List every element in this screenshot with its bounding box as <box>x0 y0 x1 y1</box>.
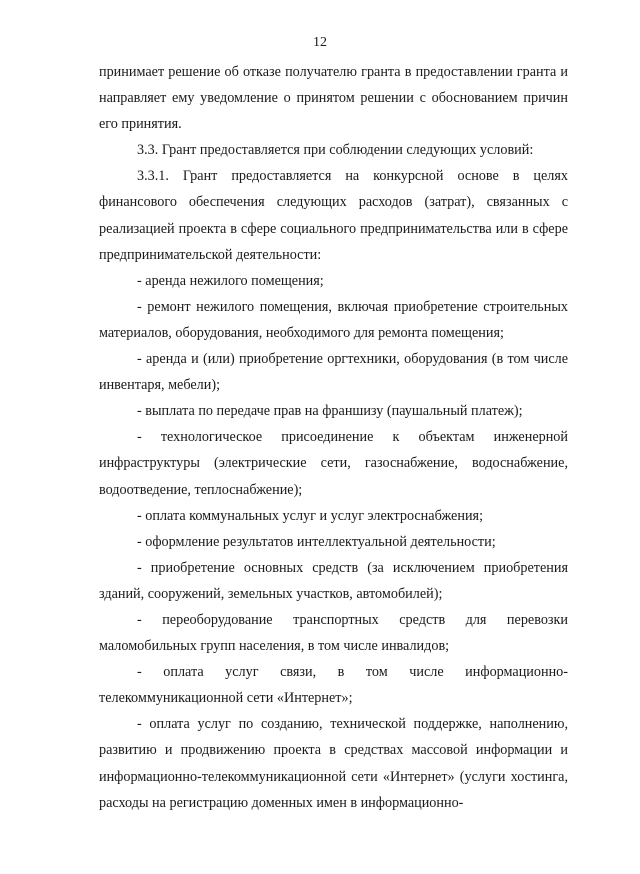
paragraph-continuation: принимает решение об отказе получателю гранта в предоставлении гранта и направляет ему уведомление о принятом решении с обоснованием причин его принятия. <box>99 64 568 133</box>
list-item-vehicle-conversion: - переоборудование транспортных средств для перевозки маломобильных групп населения, в том числе инвалидов; <box>99 611 568 655</box>
paragraph-section-3-3-1: 3.3.1. Грант предоставляется на конкурсной основе в целях финансового обеспечения следующих расходов (затрат), связанных с реализацией проекта в сфере социального предпринимательства или в сфере предпринимательской деятельности: <box>99 168 568 263</box>
list-item-fixed-assets: - приобретение основных средств (за исключением приобретения зданий, сооружений, земельных участков, автомобилей); <box>99 559 568 602</box>
list-item-media-promotion: - оплата услуг по созданию, технической поддержке, наполнению, развитию и продвижению проекта в средствах массовой информации и информационно-телекоммуникационной сети «Интернет» (услуги хостинга, расходы на регистрацию доменных имен в информационно- <box>99 716 568 811</box>
document-body <box>99 59 568 816</box>
list-item-infrastructure: - технологическое присоединение к объектам инженерной инфраструктуры (электрические сети, газоснабжение, водоснабжение, водоотведение, теплоснабжение); <box>99 429 568 498</box>
list-item-utilities: - оплата коммунальных услуг и услуг электроснабжения; <box>137 507 484 524</box>
page-number: 12 <box>313 35 327 50</box>
paragraph-section-3-3: 3.3. Грант предоставляется при соблюдении следующих условий: <box>137 142 534 159</box>
list-item-intellectual-property: - оформление результатов интеллектуальной деятельности; <box>137 533 496 550</box>
list-item-rent: - аренда нежилого помещения; <box>137 272 324 289</box>
list-item-franchise: - выплата по передаче прав на франшизу (паушальный платеж); <box>137 403 523 420</box>
list-item-communication: - оплата услуг связи, в том числе информационно-телекоммуникационной сети «Интернет»; <box>99 664 568 707</box>
list-item-repair: - ремонт нежилого помещения, включая приобретение строительных материалов, оборудования, необходимого для ремонта помещения; <box>99 298 568 341</box>
list-item-office-equipment: - аренда и (или) приобретение оргтехники, оборудования (в том числе инвентаря, мебели); <box>99 351 568 394</box>
